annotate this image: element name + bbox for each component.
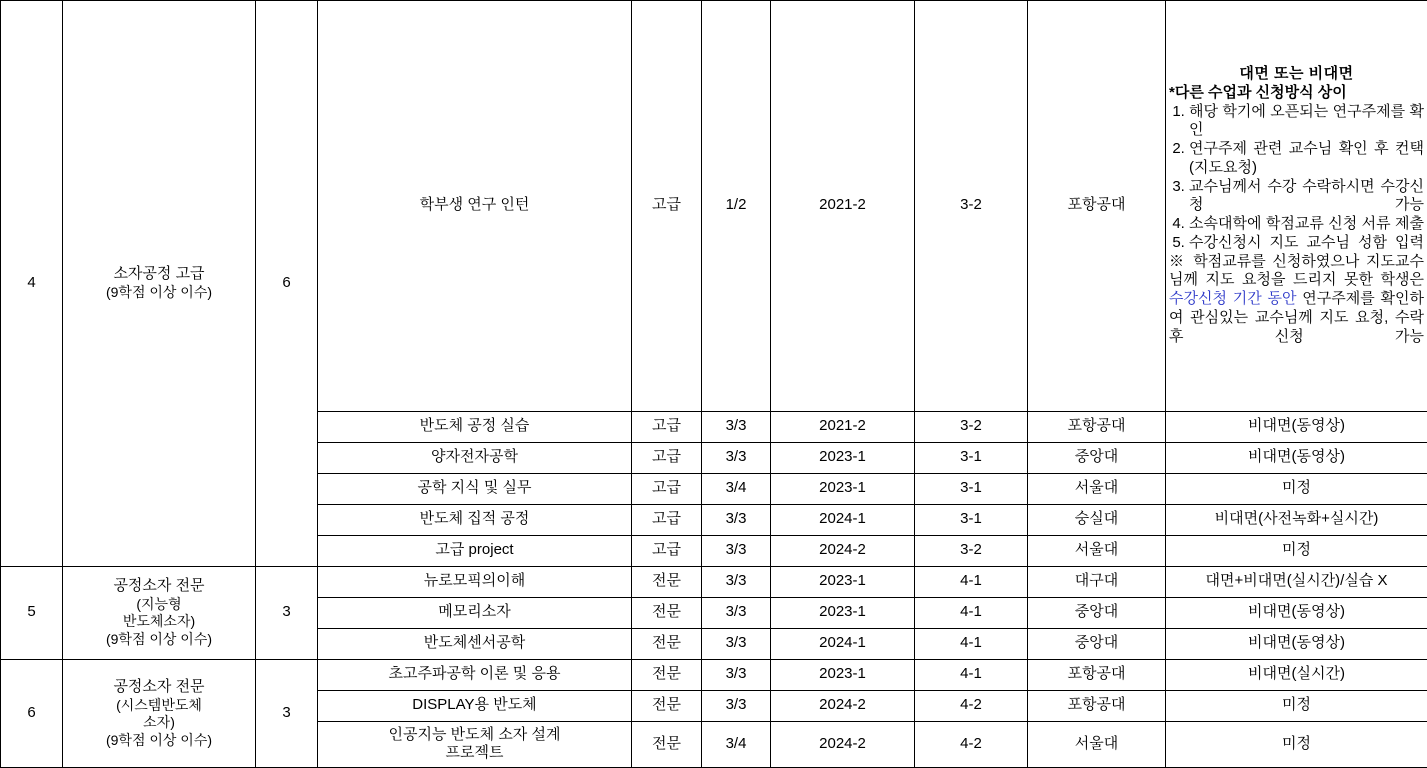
list-item: 5. 수강신청시 지도 교수님 성함 입력 (1189, 234, 1424, 253)
level-cell: 전문 (632, 721, 702, 767)
notice-header-secondary: *다른 수업과 신청방식 상이 (1169, 83, 1347, 101)
units-cell: 3/3 (702, 690, 771, 721)
mode-cell: 비대면(실시간) (1166, 659, 1427, 690)
course-name-cell: 공학 지식 및 실무 (318, 473, 632, 504)
mode-cell: 비대면(동영상) (1166, 442, 1427, 473)
level-cell: 전문 (632, 628, 702, 659)
row-number-cell: 4 (1, 1, 63, 567)
school-cell: 포항공대 (1028, 659, 1166, 690)
mode-cell: 미정 (1166, 721, 1427, 767)
level-cell: 전문 (632, 659, 702, 690)
notice-bullet-mark: ※ (1169, 252, 1187, 270)
table-row (1, 659, 1427, 690)
list-item: 4. 소속대학에 학점교류 신청 서류 제출 (1189, 215, 1424, 234)
course-name-cell: 반도체센서공학 (318, 628, 632, 659)
credit-cell: 3 (256, 659, 318, 767)
level-cell: 전문 (632, 690, 702, 721)
area-cell (63, 659, 256, 767)
table-row (1, 566, 1427, 597)
level-cell: 고급 (632, 504, 702, 535)
term-cell: 2024-2 (771, 690, 915, 721)
course-name-cell: 양자전자공학 (318, 442, 632, 473)
grade-cell: 4-1 (915, 628, 1028, 659)
course-name-cell: DISPLAY용 반도체 (318, 690, 632, 721)
school-cell: 서울대 (1028, 535, 1166, 566)
row-number-cell: 5 (1, 566, 63, 659)
course-name-line: 인공지능 반도체 소자 설계 (388, 725, 561, 743)
level-cell: 고급 (632, 442, 702, 473)
course-name-cell: 고급 project (318, 535, 632, 566)
units-cell: 3/4 (702, 721, 771, 767)
notice-paragraph-highlight: 수강신청 기간 동안 (1169, 290, 1297, 308)
units-cell: 3/3 (702, 566, 771, 597)
grade-cell: 4-1 (915, 566, 1028, 597)
grade-cell: 4-2 (915, 690, 1028, 721)
area-cell (63, 566, 256, 659)
grade-cell: 3-1 (915, 442, 1028, 473)
area-label-line: 공정소자 전문 (113, 577, 205, 595)
grade-cell: 3-2 (915, 535, 1028, 566)
level-cell: 고급 (632, 535, 702, 566)
area-cell (63, 1, 256, 567)
term-cell: 2024-2 (771, 535, 915, 566)
units-cell: 3/3 (702, 442, 771, 473)
area-label-line: (9학점 이상 이수) (105, 731, 213, 748)
notice-step-list (1169, 103, 1424, 253)
list-item: 1. 해당 학기에 오픈되는 연구주제를 확인 (1189, 103, 1424, 141)
grade-cell: 3-1 (915, 504, 1028, 535)
units-cell: 3/3 (702, 597, 771, 628)
grade-cell: 4-2 (915, 721, 1028, 767)
mode-cell: 대면+비대면(실시간)/실습 X (1166, 566, 1427, 597)
school-cell: 서울대 (1028, 473, 1166, 504)
course-name-cell: 학부생 연구 인턴 (318, 1, 632, 412)
grade-cell: 3-2 (915, 1, 1028, 412)
level-cell: 고급 (632, 473, 702, 504)
school-cell: 포항공대 (1028, 690, 1166, 721)
units-cell: 3/3 (702, 411, 771, 442)
units-cell: 3/3 (702, 504, 771, 535)
row-number-cell: 6 (1, 659, 63, 767)
level-cell: 전문 (632, 597, 702, 628)
term-cell: 2023-1 (771, 597, 915, 628)
grade-cell: 3-2 (915, 411, 1028, 442)
term-cell: 2023-1 (771, 566, 915, 597)
units-cell: 3/3 (702, 535, 771, 566)
term-cell: 2024-1 (771, 504, 915, 535)
school-cell: 대구대 (1028, 566, 1166, 597)
course-name-cell: 뉴로모픽의이해 (318, 566, 632, 597)
credit-cell: 6 (256, 1, 318, 567)
notice-header-primary: 대면 또는 비대면 (1239, 65, 1354, 83)
term-cell: 2023-1 (771, 473, 915, 504)
units-cell: 3/4 (702, 473, 771, 504)
school-cell: 중앙대 (1028, 442, 1166, 473)
term-cell: 2024-1 (771, 628, 915, 659)
units-cell: 1/2 (702, 1, 771, 412)
school-cell: 중앙대 (1028, 597, 1166, 628)
term-cell: 2021-2 (771, 411, 915, 442)
list-item: 2. 연구주제 관련 교수님 확인 후 컨택(지도요청) (1189, 140, 1424, 178)
list-item: 3. 교수님께서 수강 수락하시면 수강신청 가능 (1189, 178, 1424, 216)
term-cell: 2024-2 (771, 721, 915, 767)
credit-cell: 3 (256, 566, 318, 659)
notice-paragraph (1169, 253, 1424, 347)
course-name-cell (318, 721, 632, 767)
area-label-line: (지능형 (136, 595, 182, 612)
notice-paragraph-post: 연구주제를 확인하여 관심있는 교수님께 지도 요청, 수락 후 신청 가능 (1169, 290, 1424, 345)
area-label-line: (9학점 이상 이수) (105, 283, 213, 300)
area-label-line: 소자공정 고급 (113, 265, 205, 283)
area-label-line: (9학점 이상 이수) (105, 630, 213, 647)
school-cell: 포항공대 (1028, 411, 1166, 442)
mode-cell: 비대면(동영상) (1166, 411, 1427, 442)
school-cell: 포항공대 (1028, 1, 1166, 412)
mode-cell: 비대면(사전녹화+실시간) (1166, 504, 1427, 535)
units-cell: 3/3 (702, 659, 771, 690)
term-cell: 2023-1 (771, 442, 915, 473)
level-cell: 전문 (632, 566, 702, 597)
term-cell: 2023-1 (771, 659, 915, 690)
school-cell: 중앙대 (1028, 628, 1166, 659)
term-cell: 2021-2 (771, 1, 915, 412)
mode-notice-cell (1166, 1, 1427, 412)
course-name-cell: 반도체 집적 공정 (318, 504, 632, 535)
course-name-cell: 메모리소자 (318, 597, 632, 628)
area-label-line: 공정소자 전문 (113, 677, 205, 695)
mode-cell: 비대면(동영상) (1166, 628, 1427, 659)
area-label-line: 소자) (143, 714, 175, 731)
course-name-cell: 초고주파공학 이론 및 응용 (318, 659, 632, 690)
school-cell: 서울대 (1028, 721, 1166, 767)
units-cell: 3/3 (702, 628, 771, 659)
mode-cell: 미정 (1166, 690, 1427, 721)
school-cell: 숭실대 (1028, 504, 1166, 535)
course-name-cell: 반도체 공정 실습 (318, 411, 632, 442)
level-cell: 고급 (632, 411, 702, 442)
level-cell: 고급 (632, 1, 702, 412)
area-label-line: (시스템반도체 (116, 696, 202, 713)
area-label-line: 반도체소자) (122, 613, 196, 630)
mode-cell: 미정 (1166, 473, 1427, 504)
mode-cell: 비대면(동영상) (1166, 597, 1427, 628)
grade-cell: 4-1 (915, 659, 1028, 690)
mode-cell: 미정 (1166, 535, 1427, 566)
course-name-line: 프로젝트 (445, 744, 504, 762)
notice-paragraph-pre: 학점교류를 신청하였으나 지도교수님께 지도 요청을 드리지 못한 학생은 (1169, 252, 1424, 289)
table-row (1, 1, 1427, 412)
grade-cell: 3-1 (915, 473, 1028, 504)
grade-cell: 4-1 (915, 597, 1028, 628)
